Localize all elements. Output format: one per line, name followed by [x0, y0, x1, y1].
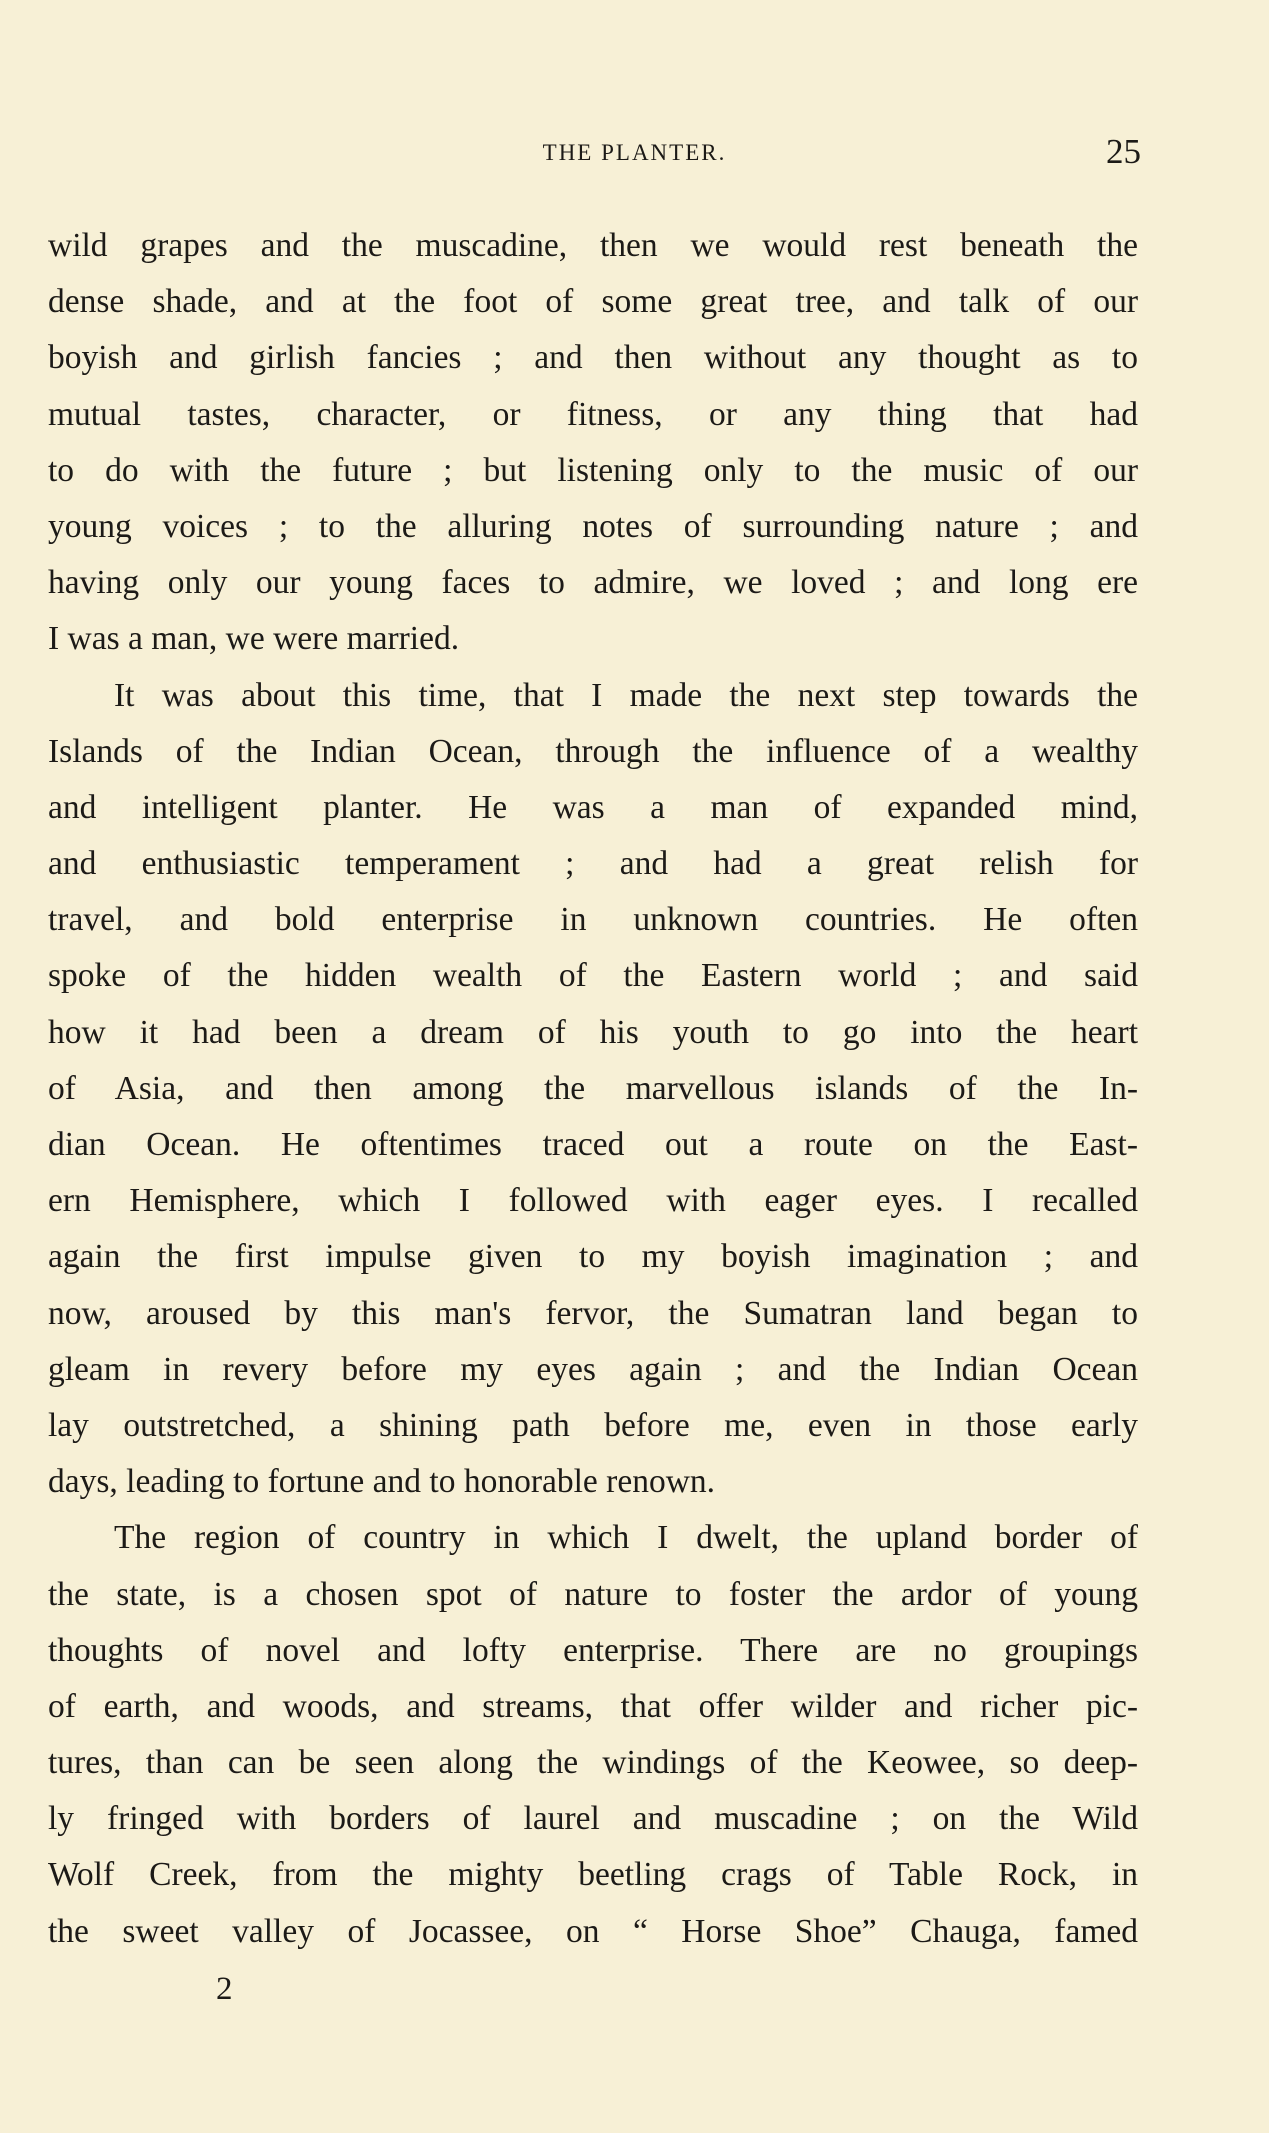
text-line: to do with the future ; but listening only to the music of our: [48, 451, 1138, 489]
text-line: and enthusiastic temperament ; and had a great relish for: [48, 845, 1138, 883]
text-line: wild grapes and the muscadine, then we would rest beneath the: [48, 227, 1138, 264]
paragraph-start-line: The region of country in which I dwelt, the upland border of: [114, 1519, 1138, 1557]
text-line: tures, than can be seen along the windings of the Keowee, so deep-: [48, 1744, 1138, 1782]
text-line: thoughts of novel and lofty enterprise. There are no groupings: [48, 1631, 1138, 1669]
text-line: the state, is a chosen spot of nature to foster the ardor of young: [48, 1575, 1138, 1613]
signature-mark: 2: [216, 1971, 233, 2007]
body-text: [48, 218, 1138, 1960]
text-line: travel, and bold enterprise in unknown countries. He often: [48, 901, 1138, 939]
running-head: [0, 132, 1269, 172]
text-line: of earth, and woods, and streams, that offer wilder and richer pic-: [48, 1687, 1138, 1725]
text-line: dense shade, and at the foot of some great tree, and talk of our: [48, 283, 1138, 321]
text-line: lay outstretched, a shining path before me, even in those early: [48, 1406, 1138, 1444]
text-line: days, leading to fortune and to honorable renown.: [48, 1463, 716, 1501]
running-title: THE PLANTER.: [542, 140, 727, 165]
text-line: of Asia, and then among the marvellous islands of the In-: [48, 1069, 1138, 1107]
text-line: the sweet valley of Jocassee, on “ Horse Shoe” Chauga, famed: [48, 1912, 1138, 1950]
text-line: Islands of the Indian Ocean, through the influence of a wealthy: [48, 732, 1138, 770]
text-line: spoke of the hidden wealth of the Eastern world ; and said: [48, 957, 1138, 995]
text-line: ern Hemisphere, which I followed with eager eyes. I recalled: [48, 1182, 1138, 1220]
paragraph-start-line: It was about this time, that I made the next step towards the: [114, 676, 1138, 714]
text-line: young voices ; to the alluring notes of surrounding nature ; and: [48, 507, 1138, 545]
page-number: 25: [1106, 132, 1141, 171]
text-line: again the first impulse given to my boyish imagination ; and: [48, 1238, 1138, 1276]
text-line: Wolf Creek, from the mighty beetling crags of Table Rock, in: [48, 1856, 1138, 1894]
text-line: having only our young faces to admire, we loved ; and long ere: [48, 564, 1138, 602]
text-line: boyish and girlish fancies ; and then without any thought as to: [48, 339, 1138, 377]
text-line: I was a man, we were married.: [48, 620, 460, 658]
text-line: ly fringed with borders of laurel and muscadine ; on the Wild: [48, 1800, 1138, 1838]
text-line: dian Ocean. He oftentimes traced out a route on the East-: [48, 1126, 1138, 1163]
text-line: gleam in revery before my eyes again ; and the Indian Ocean: [48, 1350, 1138, 1388]
text-line: mutual tastes, character, or fitness, or any thing that had: [48, 395, 1138, 433]
text-line: and intelligent planter. He was a man of expanded mind,: [48, 788, 1138, 826]
text-line: how it had been a dream of his youth to go into the heart: [48, 1013, 1138, 1051]
text-line: now, aroused by this man's fervor, the Sumatran land began to: [48, 1294, 1138, 1332]
